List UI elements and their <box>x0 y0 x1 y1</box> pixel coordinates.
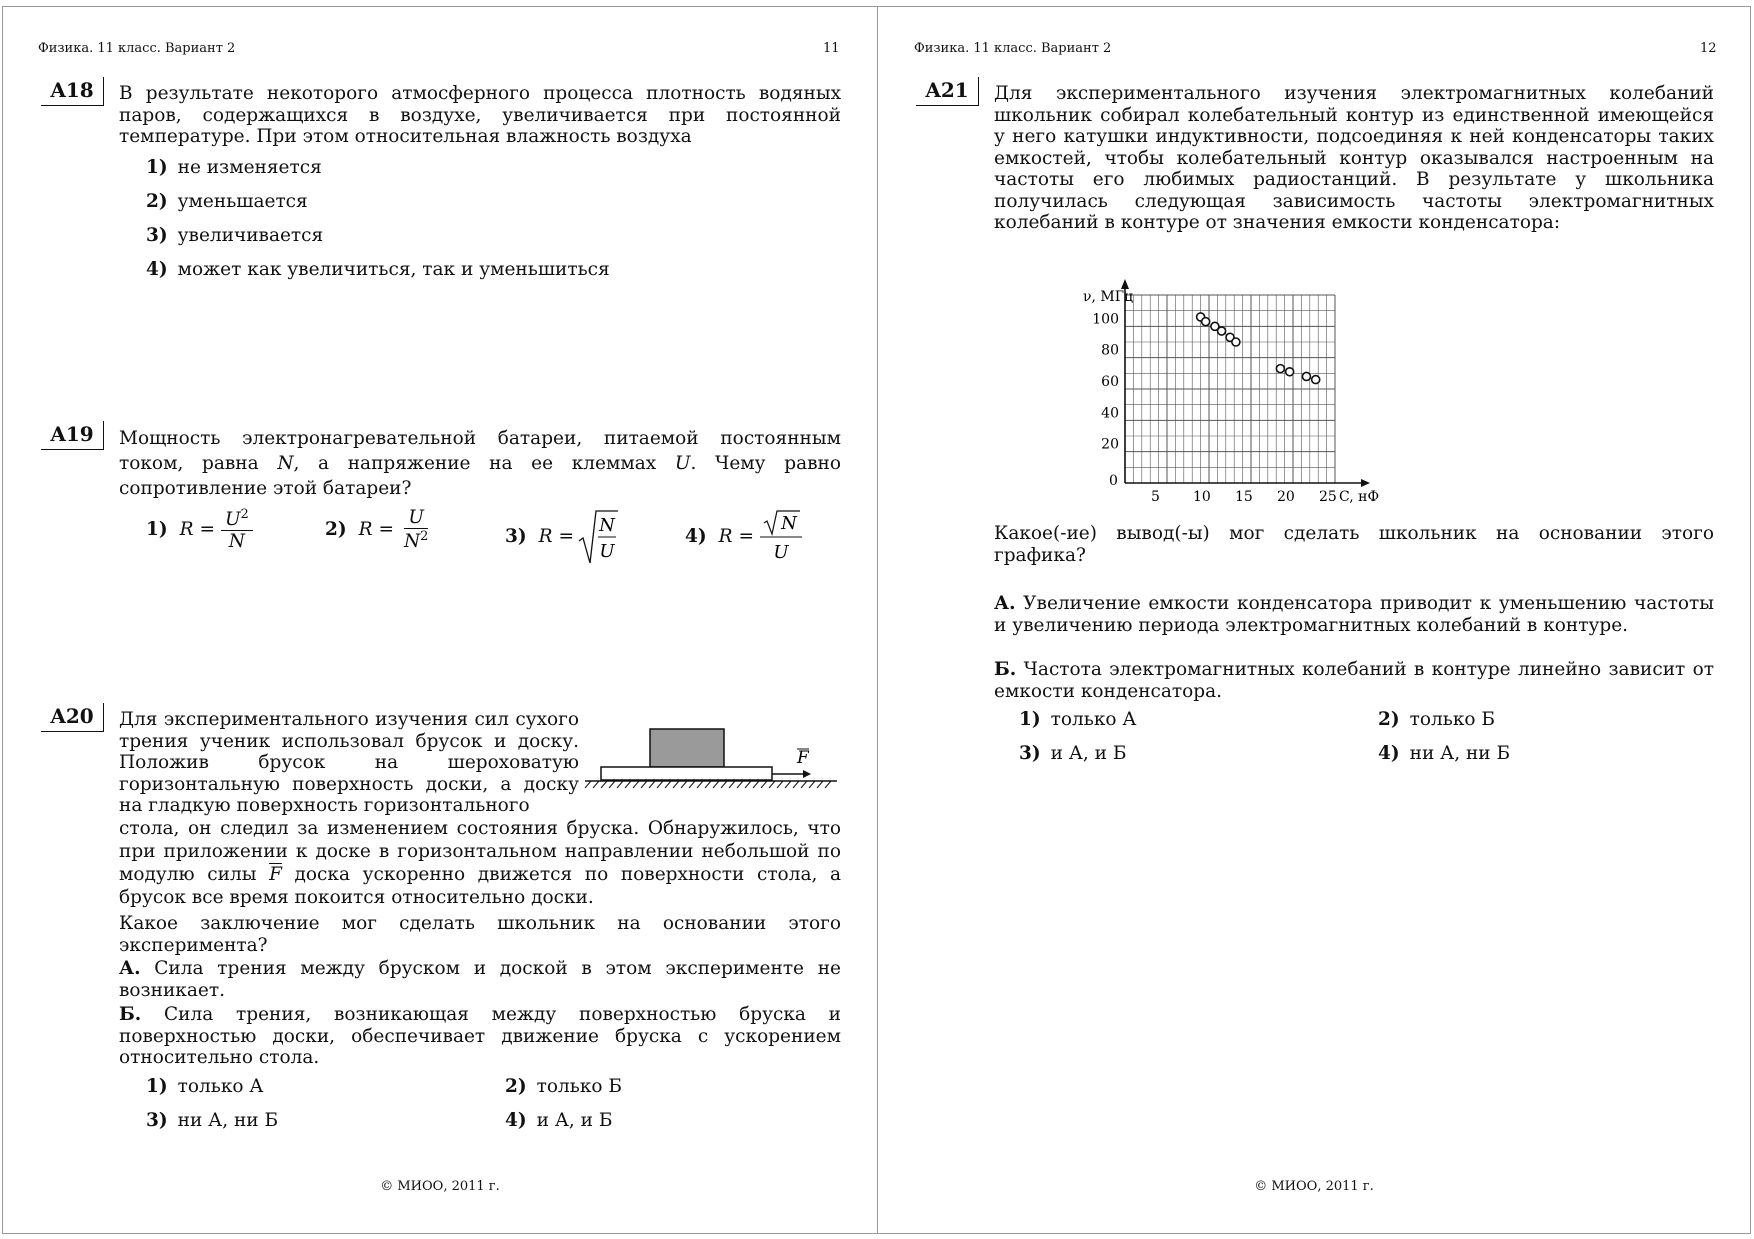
x-tick-label: 15 <box>1235 489 1253 505</box>
option-text: уменьшается <box>177 191 308 212</box>
fraction-sqrt-numerator <box>758 507 804 565</box>
block-on-board-diagram <box>581 725 841 797</box>
x-axis-arrow <box>1361 479 1370 487</box>
answer-option-a18-3[interactable] <box>146 225 323 246</box>
x-tick-label: 5 <box>1151 489 1160 505</box>
answer-option-a20-3[interactable]: 3) ни А, ни Б <box>146 1110 279 1131</box>
origin-label: 0 <box>1109 473 1118 489</box>
page-number: 12 <box>1700 41 1717 56</box>
right-page <box>877 6 1751 1234</box>
x-tick-label: 10 <box>1193 489 1211 505</box>
sqrt-numerator: N <box>599 515 615 536</box>
answer-option-a21-1[interactable]: 1) только А <box>1019 709 1137 730</box>
question-number-a18: A18 <box>41 77 104 106</box>
data-point <box>1202 318 1210 326</box>
frequency-capacitance-chart <box>1083 279 1403 509</box>
block <box>650 729 724 767</box>
statement-b-a21: Б. Частота электромагнитных колебаний в контуре линейно зависит от емкости конденсатора. <box>994 659 1714 702</box>
formula-option-a19-1[interactable]: 1) R = $\frac{U^2}{N}$ <box>146 507 253 552</box>
page-footer: © МИОО, 2011 г. <box>1254 1179 1374 1194</box>
question-text-a21: Для экспериментального изучения электромагнитных колебаний школьник собирал колебательный контур из единственной имеющейся у него катушки индуктивности, подсоединяя к ней конденсаторы таких емкостей, чтобы колебательный контур оказывался настроенным на частоты его любимых радиостанций. В результате у школьника получилась следующая зависимость частоты электромагнитных колебаний в контуре от значения емкости конденсатора: <box>994 83 1714 233</box>
option-number: 1) <box>146 157 168 178</box>
board <box>601 767 772 780</box>
question-prompt-a21: Какое(-ие) вывод(-ы) мог сделать школьник на основании этого графика? <box>994 523 1714 566</box>
fraction: $\frac{U}{N^2}$ <box>403 507 429 553</box>
running-head: Физика. 11 класс. Вариант 2 <box>38 41 236 56</box>
y-axis-arrow <box>1121 279 1129 289</box>
data-point <box>1276 365 1284 373</box>
answer-option-a18-4[interactable] <box>146 259 610 280</box>
answer-option-a18-1[interactable] <box>146 157 322 178</box>
y-tick-label: 100 <box>1092 311 1119 328</box>
y-tick-label: 40 <box>1101 405 1119 422</box>
option-text: не изменяется <box>177 157 322 178</box>
answer-option-a20-2[interactable]: 2) только Б <box>505 1076 623 1097</box>
answer-option-a21-4[interactable]: 4) ни А, ни Б <box>1378 743 1511 764</box>
answer-option-a18-2[interactable] <box>146 191 308 212</box>
denominator: U <box>773 542 789 563</box>
option-text: увеличивается <box>177 225 324 246</box>
statement-a-a21: А. Увеличение емкости конденсатора приводит к уменьшению частоты и увеличению периода электромагнитных колебаний в контуре. <box>994 593 1714 636</box>
option-number: 2) <box>146 191 168 212</box>
x-tick-label: 20 <box>1277 489 1295 505</box>
data-point <box>1302 372 1310 380</box>
data-point <box>1312 376 1320 384</box>
option-number: 3) <box>146 225 168 246</box>
answer-option-a21-2[interactable]: 2) только Б <box>1378 709 1496 730</box>
statement-a-a20: А. Сила трения между бруском и доской в этом эксперименте не возникает. <box>119 958 841 1001</box>
x-tick-label: 25 <box>1319 489 1337 505</box>
statement-b-a20: Б. Сила трения, возникающая между поверхностью бруска и поверхностью доски, обеспечивает движение бруска с ускорением относительно стола. <box>119 1004 841 1068</box>
page-footer: © МИОО, 2011 г. <box>380 1179 500 1194</box>
question-number-a19: A19 <box>41 421 104 450</box>
y-tick-label: 20 <box>1101 436 1119 453</box>
chart-grid <box>1125 295 1335 483</box>
option-number: 4) <box>146 259 168 280</box>
page-number: 11 <box>823 41 840 56</box>
formula-option-a19-3[interactable]: 3) R = N U <box>505 507 618 565</box>
fraction: $\frac{U^2}{N}$ <box>221 507 253 552</box>
y-axis-label: ν, МГц <box>1083 289 1134 305</box>
formula-option-a19-4[interactable]: 4) R = N U <box>685 507 804 565</box>
question-prompt-a20: Какое заключение мог сделать школьник на основании этого эксперимента? <box>119 913 841 956</box>
question-text-a20-mid: стола, он следил за изменением состояния бруска. Обнаружилось, что при приложении к доске в горизонтальном направлении небольшой по модулю силы $\overline{F}$ доска ускоренно движется по поверхности стола, а брусок все время покоится относительно доски. <box>119 818 841 908</box>
answer-option-a21-3[interactable]: 3) и А, и Б <box>1019 743 1127 764</box>
x-tick-labels <box>1151 489 1337 505</box>
running-head: Физика. 11 класс. Вариант 2 <box>914 41 1112 56</box>
sqrt-numerator: N <box>781 513 797 534</box>
question-number-a20: A20 <box>41 703 104 732</box>
question-text-a19: Мощность электронагревательной батареи, питаемой постоянным током, равна N, а напряжение на ее клеммах U. Чему равно сопротивление этой батареи? <box>119 428 841 499</box>
question-number-a21: A21 <box>916 77 979 106</box>
sqrt-fraction <box>578 507 618 565</box>
force-arrowhead <box>803 770 811 778</box>
data-point <box>1218 327 1226 335</box>
answer-option-a20-1[interactable]: 1) только А <box>146 1076 264 1097</box>
y-tick-label: 60 <box>1101 374 1119 390</box>
x-axis-label: C, нФ <box>1339 489 1380 505</box>
data-point <box>1232 338 1240 346</box>
y-tick-label: 80 <box>1101 342 1119 359</box>
data-point <box>1286 368 1294 376</box>
formula-option-a19-2[interactable]: 2) R = $\frac{U}{N^2}$ <box>325 507 432 552</box>
sqrt-denominator: U <box>599 541 615 562</box>
force-label: F <box>797 748 809 768</box>
question-text-a20-top: Для экспериментального изучения сил сухого трения ученик использовал брусок и доску. Положив брусок на шероховатую горизонтальную поверхность доски, а доску на гладкую поверхность горизонтального <box>119 709 579 816</box>
table-hatching <box>585 781 831 788</box>
question-text-a18: В результате некоторого атмосферного процесса плотность водяных паров, содержащихся в воздухе, увеличивается при постоянной температуре. При этом относительная влажность воздуха <box>119 83 841 147</box>
option-text: может как увеличиться, так и уменьшиться <box>177 259 610 280</box>
y-tick-labels <box>1092 311 1119 452</box>
left-page <box>2 6 878 1234</box>
answer-option-a20-4[interactable]: 4) и А, и Б <box>505 1110 613 1131</box>
